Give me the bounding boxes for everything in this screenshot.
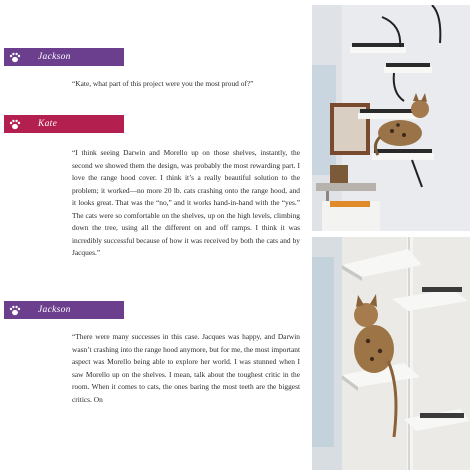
paw-icon: [4, 305, 26, 316]
photo-cat-on-cat-tree: [312, 237, 470, 470]
photo-cat-on-wall-shelves: [312, 5, 470, 231]
quote-paragraph: “Kate, what part of this project were you the most proud of?”: [72, 79, 254, 88]
speaker-name: Jackson: [38, 52, 71, 62]
speaker-name: Kate: [38, 119, 58, 129]
speaker-banner-kate: [4, 115, 124, 133]
speaker-banner-jackson: [4, 48, 124, 66]
quote-paragraph: “I think seeing Darwin and Morello up on those shelves, instantly, the second we showed them the design, was probably the most rewarding part. I love the range hood cover. I think it’s a really beautiful solution to the problem; it worked—no more 20 lb. cats crashing onto the range hood, and it looks great. That was the “no,” and it works hand-in-hand with the “yes.” The cats were so comfortable on the shelves, up on the high levels, climbing down the tree, using all the different on and off ramps. I think it was incredibly successful because of how it was received by both the cats and by Jacques.”: [72, 148, 300, 257]
quote-paragraph: “There were many successes in this case. Jacques was happy, and Darwin wasn’t crashing into the range hood anymore, but for me, the most important aspect was Morello being able to explore her world. I was stunned when I saw Morello up on the shelves. I mean, talk about the toughest critic in the room. When it comes to cats, the ones baring the most teeth are the biggest critics. On: [72, 332, 300, 404]
speaker-banner-jackson: [4, 301, 124, 319]
speaker-name: Jackson: [38, 305, 71, 315]
wall-shelf: [358, 109, 418, 119]
paw-icon: [4, 119, 26, 130]
paw-icon: [4, 52, 26, 63]
